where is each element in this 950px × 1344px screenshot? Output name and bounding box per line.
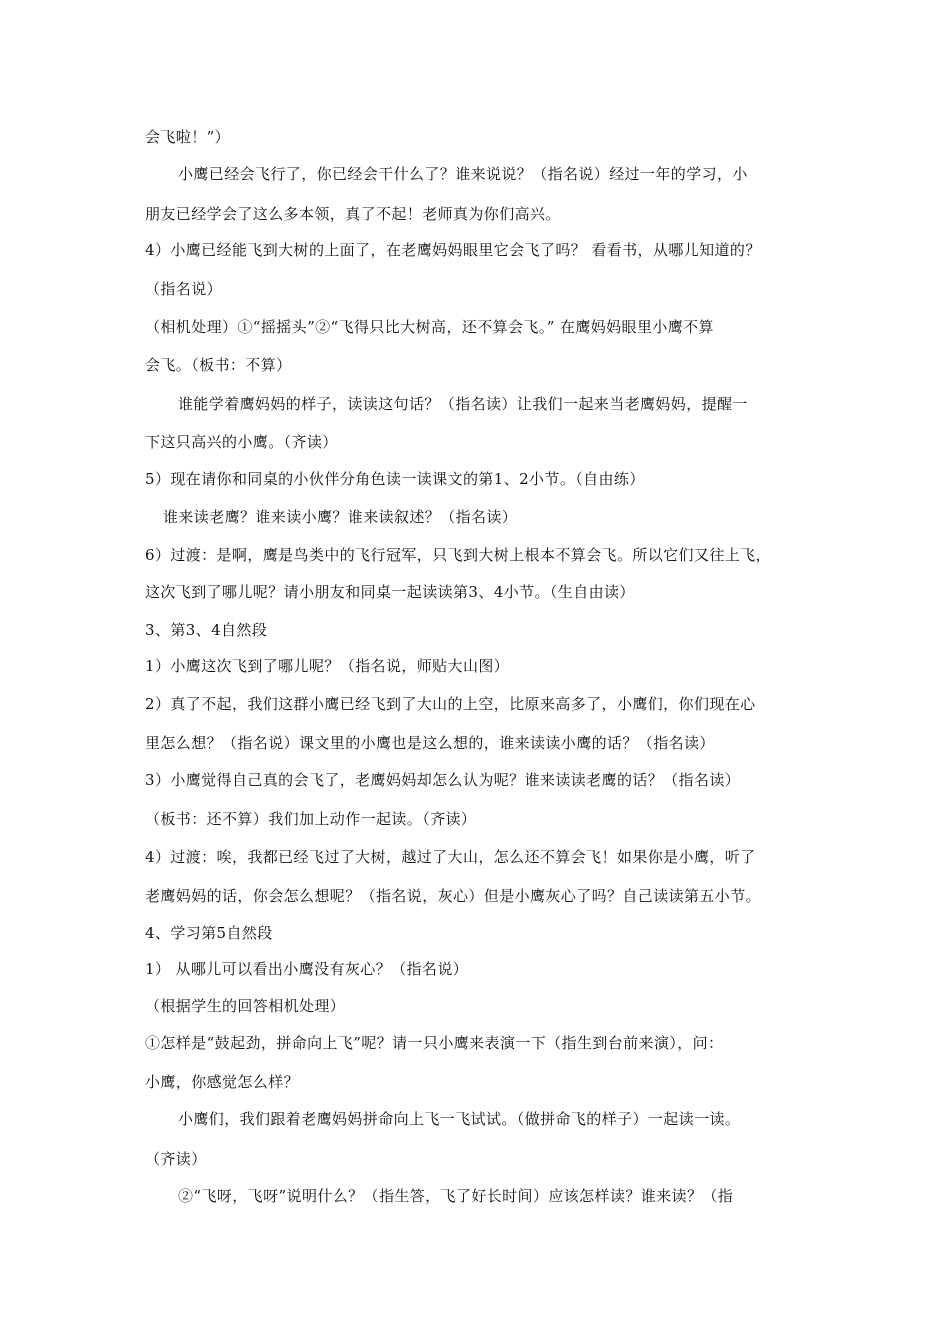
text-line: ①怎样是“鼓起劲，拼命向上飞”呢？请一只小鹰来表演一下（指生到台前来演），问：: [145, 1034, 724, 1052]
text-line: （齐读）: [145, 1150, 207, 1168]
text-line: 5）现在请你和同桌的小伙伴分角色读一读课文的第1、2小节。（自由练）: [145, 470, 645, 488]
text-line: 小鹰已经会飞行了，你已经会干什么了？谁来说说？（指名说）经过一年的学习，小: [178, 165, 748, 183]
text-line: 老鹰妈妈的话，你会怎么想呢？（指名说，灰心）但是小鹰灰心了吗？自己读读第五小节。: [145, 887, 762, 905]
text-line: 1）小鹰这次飞到了哪儿呢？（指名说，师贴大山图）: [145, 657, 510, 675]
text-line: （指名说）: [145, 280, 223, 298]
text-line: 4、学习第5自然段: [145, 924, 273, 942]
text-line: （根据学生的回答相机处理）: [145, 997, 346, 1015]
text-line: 3、第3、4自然段: [145, 621, 268, 639]
text-line: 里怎么想？（指名说）课文里的小鹰也是这么想的，谁来读读小鹰的话？（指名读）: [145, 734, 715, 752]
text-line: 这次飞到了哪儿呢？请小朋友和同桌一起读读第3、4小节。（生自由读）: [145, 583, 635, 601]
text-line: 1） 从哪儿可以看出小鹰没有灰心？（指名说）: [145, 960, 469, 978]
text-line: 4）小鹰已经能飞到大树的上面了，在老鹰妈妈眼里它会飞了吗？ 看看书，从哪儿知道的？: [145, 241, 761, 259]
text-line: 下这只高兴的小鹰。（齐读）: [145, 433, 338, 451]
text-line: （板书：还不算）我们加上动作一起读。（齐读）: [145, 810, 477, 828]
text-line: 小鹰们，我们跟着老鹰妈妈拼命向上飞一飞试试。（做拼命飞的样子）一起读一读。: [178, 1110, 741, 1128]
text-line: 朋友已经学会了这么多本领，真了不起！老师真为你们高兴。: [145, 205, 561, 223]
text-line: 谁来读老鹰？谁来读小鹰？谁来读叙述？（指名读）: [163, 508, 518, 526]
text-line: 4）过渡：唉，我都已经飞过了大树，越过了大山，怎么还不算会飞！如果你是小鹰，听了: [145, 848, 756, 866]
text-line: 会飞啦！”）: [145, 128, 231, 146]
text-line: 2）真了不起，我们这群小鹰已经飞到了大山的上空，比原来高多了，小鹰们，你们现在心: [145, 695, 756, 713]
text-line: （相机处理）①“摇摇头”②“飞得只比大树高，还不算会飞。” 在鹰妈妈眼里小鹰不算: [145, 318, 714, 336]
text-line: ②“飞呀，飞呀”说明什么？（指生答，飞了好长时间）应该怎样读？谁来读？（指: [178, 1187, 734, 1205]
text-line: 会飞。（板书：不算）: [145, 356, 292, 374]
text-line: 3）小鹰觉得自己真的会飞了，老鹰妈妈却怎么认为呢？谁来读读老鹰的话？（指名读）: [145, 771, 741, 789]
text-line: 谁能学着鹰妈妈的样子，读读这句话？（指名读）让我们一起来当老鹰妈妈，提醒一: [178, 395, 748, 413]
text-line: 6）过渡：是啊，鹰是鸟类中的飞行冠军，只飞到大树上根本不算会飞。所以它们又往上飞，: [145, 546, 771, 564]
text-line: 小鹰，你感觉怎么样？: [145, 1073, 300, 1091]
